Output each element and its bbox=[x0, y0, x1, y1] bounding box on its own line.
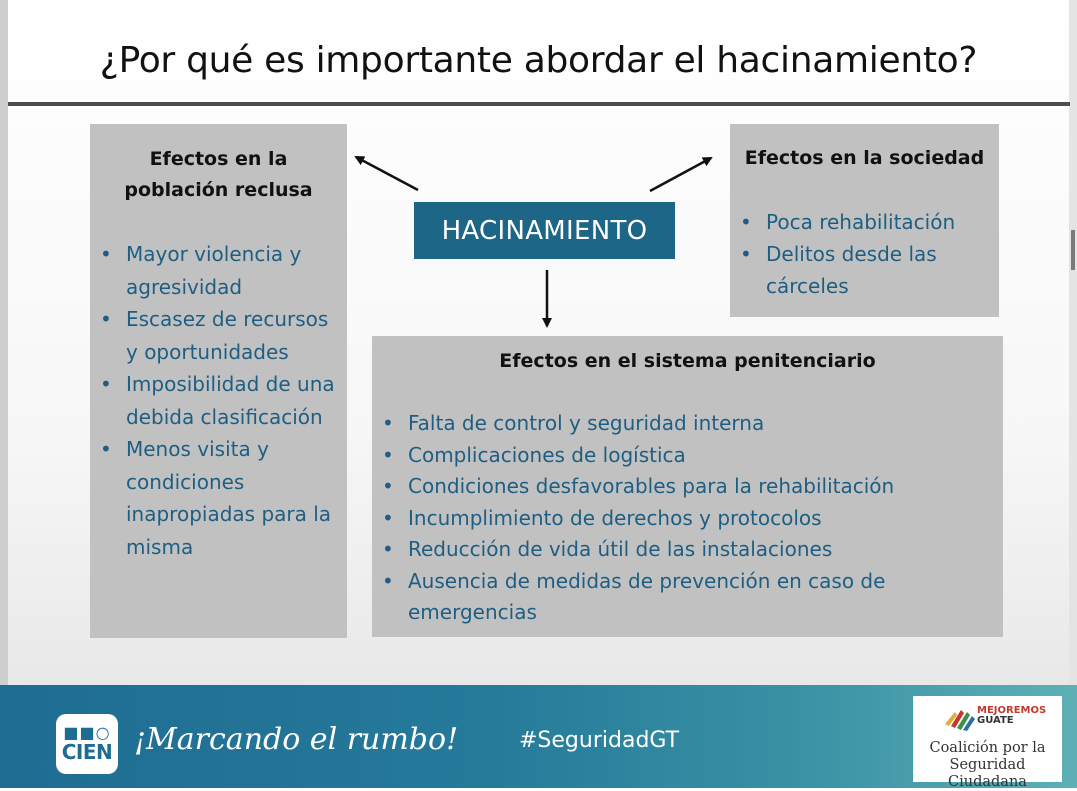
list-item: • Falta de control y seguridad interna bbox=[374, 408, 989, 440]
slogan: ¡Marcando el rumbo! bbox=[134, 722, 459, 757]
arrow-to-society bbox=[650, 158, 711, 191]
list-item: • Complicaciones de logística bbox=[374, 440, 989, 472]
list-item: • Imposibilidad de una debida clasificación bbox=[92, 368, 340, 433]
list-item: • Incumplimiento de derechos y protocolos bbox=[374, 503, 989, 535]
mejoremos-guate-text bbox=[977, 706, 1046, 726]
mejoremos-guate-icon bbox=[941, 702, 977, 732]
slide-title: ¿Por qué es importante abordar el hacinamiento? bbox=[99, 40, 978, 81]
list-item: • Delitos desde las cárceles bbox=[732, 238, 994, 302]
partner-brand-line2: GUATE bbox=[977, 715, 1014, 726]
partner-brand-line1: MEJOREMOS bbox=[977, 705, 1047, 716]
logo-dots-icon: ■■○ bbox=[63, 723, 111, 742]
list-item: • Reducción de vida útil de las instalaciones bbox=[374, 534, 989, 566]
hashtag: #SeguridadGT bbox=[519, 728, 680, 753]
population-effects-title: Efectos en la población reclusa bbox=[124, 148, 313, 201]
logo-text: CIEN bbox=[61, 740, 113, 764]
list-item: • Mayor violencia y agresividad bbox=[92, 238, 340, 303]
arrow-to-population bbox=[356, 157, 418, 190]
cien-logo bbox=[56, 714, 118, 774]
list-item: • Ausencia de medidas de prevención en caso de emergencias bbox=[374, 566, 989, 629]
partner-name: Coalición por la Seguridad Ciudadana bbox=[929, 740, 1046, 790]
partner-logo bbox=[913, 696, 1062, 790]
prison-system-effects-title: Efectos en el sistema penitenciario bbox=[499, 350, 876, 372]
list-item: • Poca rehabilitación bbox=[732, 206, 994, 238]
list-item: • Escasez de recursos y oportunidades bbox=[92, 303, 340, 368]
society-effects-title: Efectos en la sociedad bbox=[744, 147, 985, 169]
list-item: • Condiciones desfavorables para la rehabilitación bbox=[374, 471, 989, 503]
hacinamiento-hub: HACINAMIENTO bbox=[414, 202, 675, 259]
list-item: • Menos visita y condiciones inapropiadas para la misma bbox=[92, 433, 340, 563]
